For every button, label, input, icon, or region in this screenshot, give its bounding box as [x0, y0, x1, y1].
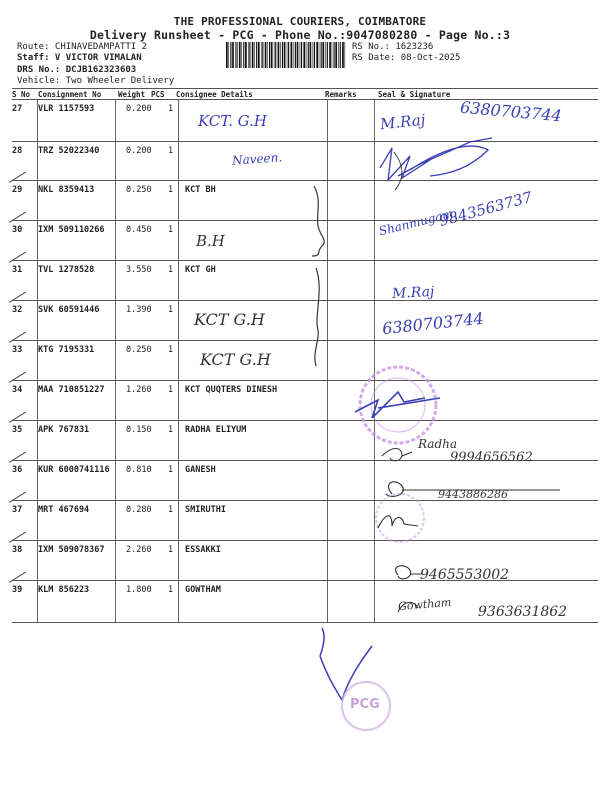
row-tick-mark — [9, 571, 26, 582]
bracket-mark — [315, 268, 319, 366]
row-tick-mark — [9, 491, 26, 502]
stamp-ring — [376, 494, 424, 542]
row-consignee: GOWTHAM — [185, 585, 221, 595]
row-pcs: 1 — [168, 225, 174, 235]
barcode-bar — [342, 42, 344, 68]
barcode-bar — [239, 42, 241, 68]
row-consignee: ESSAKKI — [185, 545, 221, 555]
row-divider — [12, 622, 598, 623]
row-weight: 1.390 — [126, 305, 152, 315]
row-pcs: 1 — [168, 345, 174, 355]
row-weight: 0.200 — [126, 146, 152, 156]
company-title: THE PROFESSIONAL COURIERS, COIMBATORE — [173, 15, 427, 28]
barcode-bar — [252, 42, 254, 68]
barcode-bar — [236, 42, 237, 68]
signature-scribble — [380, 138, 492, 180]
row-divider — [12, 141, 598, 142]
rs-number: RS No.: 1623236 — [352, 42, 434, 52]
barcode-bar — [321, 42, 322, 68]
row-divider — [12, 580, 598, 581]
hw-consignee-27: KCT. G.H — [198, 112, 267, 130]
row-sno: 27 — [12, 104, 23, 114]
row-sno: 30 — [12, 225, 23, 235]
barcode-bar — [308, 42, 309, 68]
hw-signature-31: M.Raj — [391, 283, 435, 303]
row-consignment-no: APK 767831 — [38, 425, 90, 435]
col-header-weight: Weight — [118, 90, 146, 99]
barcode-bar — [293, 42, 294, 68]
barcode-bar — [269, 42, 270, 68]
row-consignment-no: KUR 6000741116 — [38, 465, 110, 475]
row-weight: 3.550 — [126, 265, 152, 275]
barcode-bar — [249, 42, 250, 68]
barcode-bar — [228, 42, 229, 68]
hw-signature-35: Radha — [418, 437, 458, 451]
row-sno: 31 — [12, 265, 23, 275]
row-weight: 0.250 — [126, 185, 152, 195]
hw-signature-29: Shanmugam. — [377, 205, 459, 239]
row-pcs: 1 — [168, 385, 174, 395]
row-divider — [12, 300, 598, 301]
barcode-bar — [325, 42, 326, 68]
barcode-bar — [300, 42, 301, 68]
barcode-bar — [230, 42, 231, 68]
barcode-bar — [288, 42, 289, 68]
row-weight: 0.250 — [126, 345, 152, 355]
row-weight: 0.280 — [126, 505, 152, 515]
hw-signature-27: M.Raj — [379, 110, 427, 134]
row-consignment-no: KLM 856223 — [38, 585, 90, 595]
row-pcs: 1 — [168, 545, 174, 555]
barcode-bar — [287, 42, 288, 68]
row-tick-mark — [9, 531, 26, 542]
col-divider — [178, 99, 179, 622]
row-consignee: KCT QUQTERS DINESH — [185, 385, 278, 395]
row-sno: 38 — [12, 545, 23, 555]
barcode-bar — [262, 42, 263, 68]
row-tick-mark — [9, 411, 26, 422]
barcode-image — [226, 42, 346, 68]
col-divider — [37, 99, 38, 622]
row-divider — [12, 180, 598, 181]
hw-consignee-28: Naveen. — [231, 150, 283, 168]
row-tick-mark — [9, 371, 26, 382]
row-divider — [12, 420, 598, 421]
row-consignment-no: IXM 509110266 — [38, 225, 105, 235]
hw-consignee-32: KCT G.H — [194, 310, 265, 329]
row-weight: 0.150 — [126, 425, 152, 435]
barcode-bar — [301, 42, 302, 68]
barcode-bar — [282, 42, 283, 68]
barcode-bar — [280, 42, 281, 68]
barcode-bar — [235, 42, 236, 68]
rs-date: RS Date: 08-Oct-2025 — [352, 53, 461, 63]
row-sno: 28 — [12, 146, 23, 156]
barcode-bar — [334, 42, 335, 68]
barcode-bar — [291, 42, 293, 68]
row-weight: 0.450 — [126, 225, 152, 235]
row-consignment-no: MAA 710851227 — [38, 385, 105, 395]
row-pcs: 1 — [168, 585, 174, 595]
header-bottom-rule — [12, 99, 598, 100]
barcode-bar — [271, 42, 273, 68]
row-sno: 35 — [12, 425, 23, 435]
row-weight: 1.260 — [126, 385, 152, 395]
row-sno: 33 — [12, 345, 23, 355]
row-divider — [12, 220, 598, 221]
row-sno: 37 — [12, 505, 23, 515]
hw-consignee-33: KCT G.H — [200, 350, 271, 369]
barcode-bar — [316, 42, 318, 68]
row-pcs: 1 — [168, 265, 174, 275]
barcode-bar — [314, 42, 315, 68]
row-consignee: GANESH — [185, 465, 216, 475]
col-header-sno: S No — [12, 90, 31, 99]
signature-scribble — [378, 516, 418, 528]
row-sno: 32 — [12, 305, 23, 315]
barcode-bar — [258, 42, 260, 68]
vehicle-label: Vehicle: Two Wheeler Delivery — [17, 76, 175, 86]
barcode-bar — [232, 42, 234, 68]
row-pcs: 1 — [168, 425, 174, 435]
signature-scribble — [396, 566, 422, 579]
barcode-bar — [265, 42, 267, 68]
col-divider — [374, 99, 375, 622]
stamp-ring — [360, 367, 436, 443]
barcode-bar — [245, 42, 247, 68]
row-consignment-no: NKL 8359413 — [38, 185, 95, 195]
row-consignment-no: VLR 1157593 — [38, 104, 95, 114]
barcode-bar — [243, 42, 244, 68]
pcg-stamp: PCG — [350, 697, 380, 712]
row-consignee: KCT BH — [185, 185, 216, 195]
col-header-pcs: PCS — [151, 90, 165, 99]
row-pcs: 1 — [168, 146, 174, 156]
route-label: Route: CHINAVEDAMPATTI 2 — [17, 42, 148, 52]
row-consignment-no: IXM 509078367 — [38, 545, 105, 555]
row-divider — [12, 540, 598, 541]
barcode-bar — [284, 42, 286, 68]
hw-phone-35: 9994656562 — [450, 450, 533, 465]
drs-label: DRS No.: DCJB162323603 — [17, 65, 137, 75]
barcode-bar — [241, 42, 242, 68]
row-tick-mark — [9, 451, 26, 462]
row-weight: 0.810 — [126, 465, 152, 475]
barcode-bar — [310, 42, 312, 68]
barcode-bar — [329, 42, 331, 68]
col-header-remarks: Remarks — [325, 90, 357, 99]
row-divider — [12, 340, 598, 341]
row-tick-mark — [9, 171, 26, 182]
hw-phone-36: 9443886286 — [438, 488, 508, 501]
col-header-seal: Seal & Signature — [378, 90, 451, 99]
row-sno: 29 — [12, 185, 23, 195]
barcode-bar — [278, 42, 280, 68]
barcode-bar — [345, 42, 346, 68]
row-sno: 39 — [12, 585, 23, 595]
barcode-bar — [226, 42, 228, 68]
row-consignee: KCT GH — [185, 265, 216, 275]
signature-scribble — [382, 449, 412, 461]
row-tick-mark — [9, 251, 26, 262]
hw-signature-39: Gowtham — [397, 595, 452, 614]
staff-label: Staff: V VICTOR VIMALAN — [17, 53, 142, 63]
barcode-bar — [338, 42, 339, 68]
barcode-bar — [248, 42, 249, 68]
header-top-rule — [12, 88, 598, 89]
barcode-bar — [297, 42, 299, 68]
barcode-bar — [261, 42, 262, 68]
row-pcs: 1 — [168, 305, 174, 315]
barcode-bar — [322, 42, 324, 68]
barcode-bar — [335, 42, 337, 68]
barcode-bar — [274, 42, 275, 68]
col-header-consignment: Consignment No — [38, 90, 102, 99]
signature-scribble — [394, 152, 402, 190]
row-consignee: SMIRUTHI — [185, 505, 226, 515]
row-sno: 34 — [12, 385, 23, 395]
row-pcs: 1 — [168, 185, 174, 195]
barcode-bar — [254, 42, 255, 68]
row-consignment-no: KTG 7195331 — [38, 345, 95, 355]
row-sno: 36 — [12, 465, 23, 475]
row-tick-mark — [9, 211, 26, 222]
row-tick-mark — [9, 331, 26, 342]
barcode-bar — [303, 42, 305, 68]
row-pcs: 1 — [168, 465, 174, 475]
row-weight: 1.800 — [126, 585, 152, 595]
barcode-bar — [275, 42, 276, 68]
row-consignment-no: TRZ 52022340 — [38, 146, 100, 156]
barcode-bar — [256, 42, 257, 68]
col-divider — [115, 99, 116, 622]
hw-consignee-30: B.H — [196, 232, 225, 250]
hw-phone-29: 9843563737 — [437, 187, 535, 231]
stamp-ring — [371, 378, 425, 432]
col-header-consignee: Consignee Details — [176, 90, 253, 99]
hw-phone-27: 6380703744 — [459, 97, 563, 126]
row-weight: 0.200 — [126, 104, 152, 114]
barcode-bar — [340, 42, 341, 68]
row-weight: 2.260 — [126, 545, 152, 555]
hw-phone-32: 6380703744 — [381, 308, 485, 339]
signature-scribble — [355, 392, 440, 418]
runsheet-subtitle: Delivery Runsheet - PCG - Phone No.:9047080280 - Page No.:3 — [89, 28, 511, 42]
row-consignment-no: TVL 1278528 — [38, 265, 95, 275]
barcode-bar — [295, 42, 296, 68]
row-pcs: 1 — [168, 104, 174, 114]
row-consignee: RADHA ELIYUM — [185, 425, 247, 435]
barcode-bar — [313, 42, 314, 68]
row-consignment-no: SVK 60591446 — [38, 305, 100, 315]
row-tick-mark — [9, 291, 26, 302]
bracket-mark — [312, 186, 324, 256]
row-pcs: 1 — [168, 505, 174, 515]
check-mark — [320, 628, 372, 700]
row-divider — [12, 380, 598, 381]
col-divider — [327, 99, 328, 622]
barcode-bar — [332, 42, 333, 68]
barcode-bar — [267, 42, 268, 68]
barcode-bar — [319, 42, 320, 68]
barcode-bar — [306, 42, 307, 68]
row-divider — [12, 260, 598, 261]
row-divider — [12, 500, 598, 501]
barcode-bar — [327, 42, 328, 68]
row-consignment-no: MRT 467694 — [38, 505, 90, 515]
hw-phone-38: 9465553002 — [420, 567, 510, 583]
hw-phone-39: 9363631862 — [478, 604, 568, 620]
